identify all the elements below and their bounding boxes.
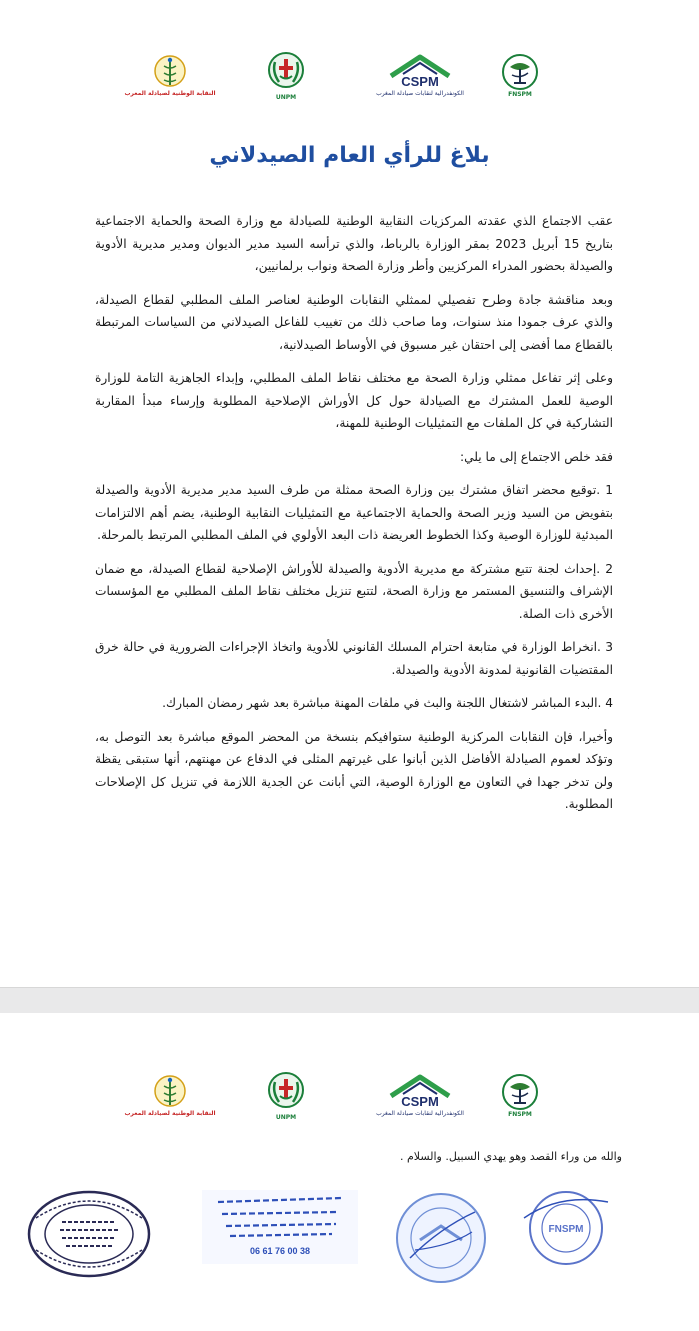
list-item-3: 3 .انخراط الوزارة في متابعة احترام المسلك القانوني للأدوية واتخاذ الإجراءات الضرورية في حالة خرق المقتضيات القانونية لمدونة الأدوية والصيدلة. [95,640,613,677]
logo-caption: UNPM [275,93,297,101]
stamp-label: FNSPM [548,1224,584,1235]
logo-unpm [263,45,309,105]
laurel-emblem-icon [266,1070,306,1114]
logo-cspm [368,45,472,105]
stamp-fnspm [520,1188,612,1268]
round-seal-icon [380,1188,502,1286]
house-roof-icon [387,1074,453,1110]
logo-caption: UNPM [275,1113,297,1121]
logo-caption: FNSPM [508,90,532,98]
closing-line: والله من وراء القصد وهو يهدي السبيل. والسلام . [399,1150,622,1163]
paragraph-intro: عقب الاجتماع الذي عقدته المركزيات النقابية الوطنية للصيادلة مع وزارة الصحة والحماية الاجتماعية بتاريخ 15 أبريل 2023 بمقر الوزارة بالرباط، والذي ترأسه السيد مدير الديوان ومدير مديرية الأدوية والصيدلة بحضور المدراء المركزيين وأطر وزارة الصحة ونواب برلمانيين، [95,214,613,273]
logo-cspm [368,1065,472,1125]
stamp-phone: 06 61 76 00 38 [249,1246,311,1256]
paragraph-ministry-response: وعلى إثر تفاعل ممثلي وزارة الصحة مع مختلف نقاط الملف المطلبي، وإبداء الجاهزية التامة للوزارة الوصية للعمل المشترك مع الصيادلة حول كل الأوراش الإصلاحية المطلوبة وإرساء مبدأ المقاربة التشاركية في كل الملفات مع التمثيليات الوطنية للمهنة، [95,371,613,430]
logo-unpm [263,1065,309,1125]
paragraph-discussion: وبعد مناقشة جادة وطرح تفصيلي لممثلي النقابات الوطنية لعناصر الملف المطلبي لقطاع الصيدلة، والذي عرف جمودا منذ سنوات، وما صاحب ذلك من تغييب للفاعل الصيدلاني من السياسات المرتبطة بالقطاع مما أفضى إلى احتقان غير مسبوق في الأوساط الصيدلانية، [95,292,613,352]
snake-cup-emblem-icon [498,53,542,91]
paragraph-final: وأخيرا، فإن النقابات المركزية الوطنية ستوافيكم بنسخة من المحضر الموقع مباشرة بعد التوصل به، وتؤكد لعموم الصيادلة الأفاضل الذين أبانوا على غيرتهم المثلى في الدفاع عن مهنتهم، أنها ستبقى يقظة ولن تدخر جهدا في التعاون مع الوزارة الوصية، التي أبانت عن الجدية اللازمة في تنزيل كل الإصلاحات المطلوبة. [95,729,613,811]
list-item-4: 4 .البدء المباشر لاشتغال اللجنة والبث في ملفات المهنة مباشرة بعد شهر رمضان المبارك. [162,696,613,710]
paragraph-conclusions-heading: فقد خلص الاجتماع إلى ما يلي: [459,449,613,464]
logo-caption: FNSPM [508,1110,532,1118]
logo-caption: الكونفدرالية لنقابات صيادلة المغرب [376,1109,464,1117]
list-item-1: 1 .توقيع محضر اتفاق مشترك بين وزارة الصحة ممثلة من طرف السيد مدير مديرية الأدوية والصيدلة بتفويض من السيد وزير الصحة والحماية الاجتماعية مع التمثيليات النقابية الوطنية، يضم أهم الالتزامات المبدئية للوزارة الوصية وكذا الخطوط العريضة ذات البعد الأولوي في الملف المطلبي المرتبط بالمرحلة. [95,483,613,542]
list-item-2: 2 .إحداث لجنة تتبع مشتركة مع مديرية الأدوية والصيدلة للأوراش الإصلاحية لقطاع الصيدلة، مع ضمان الإشراف والتنسيق المستمر مع وزارة الصحة، لتتبع تنزيل مختلف نقاط الملف المطلبي مع المؤسسات الأخرى ذات الصلة. [95,561,613,621]
stamp-national-federation [200,1188,360,1266]
logo-caption: الكونفدرالية لنقابات صيادلة المغرب [376,89,464,97]
logo-strip [0,1065,699,1135]
logo-caption: النقابة الوطنية لصيادلة المغرب [124,89,216,97]
logo-fnspm [490,45,550,105]
laurel-emblem-icon [266,50,306,94]
logo-wordmark: CSPM [401,1093,439,1109]
logo-national-pharmacists-union [124,1065,216,1125]
logo-wordmark: CSPM [401,73,439,89]
house-roof-icon [387,54,453,90]
logo-strip [0,45,699,115]
round-seal-icon [22,1188,156,1280]
round-seal-icon [520,1188,612,1268]
snake-cup-emblem-icon [498,1073,542,1111]
rectangular-stamp-icon [200,1188,360,1266]
logo-national-pharmacists-union [124,45,216,105]
caduceus-emblem-icon [153,1074,187,1110]
document-page-2 [0,1013,699,1331]
logo-caption: النقابة الوطنية لصيادلة المغرب [124,1109,216,1117]
document-body [95,210,613,827]
document-title: بلاغ للرأي العام الصيدلاني [209,143,490,168]
caduceus-emblem-icon [153,54,187,90]
stamp-cspm [380,1188,502,1286]
logo-fnspm [490,1065,550,1125]
stamp-national-union [22,1188,156,1280]
